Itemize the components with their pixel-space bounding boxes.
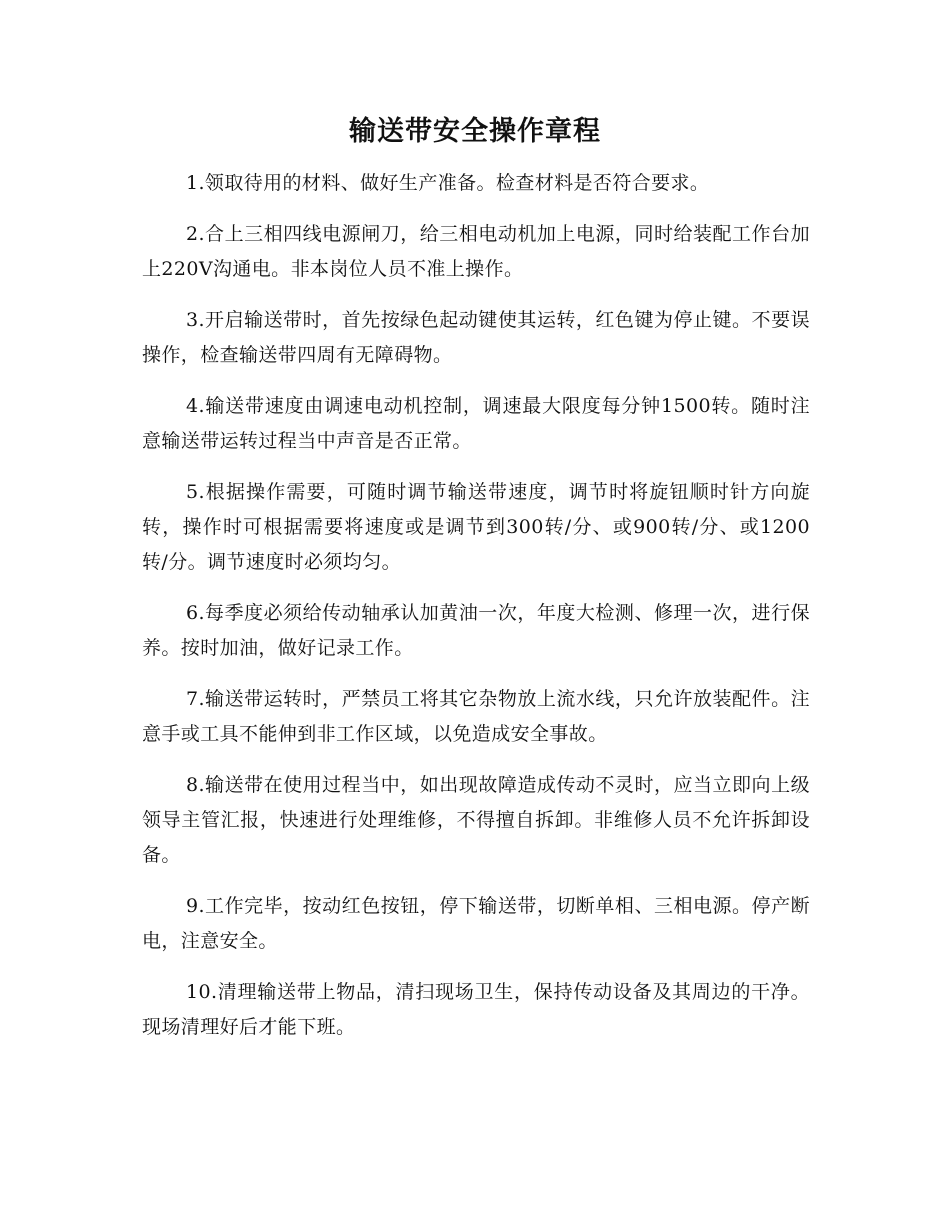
paragraph-3: 3.开启输送带时，首先按绿色起动键使其运转，红色键为停止键。不要误操作，检查输送带四周有无障碍物。	[142, 309, 810, 366]
paragraph-5: 5.根据操作需要，可随时调节输送带速度，调节时将旋钮顺时针方向旋转，操作时可根据需要将速度或是调节到300转/分、或900转/分、或1200转/分。调节速度时必须均匀。	[142, 481, 810, 573]
paragraph-2: 2.合上三相四线电源闸刀，给三相电动机加上电源，同时给装配工作台加上220V沟通电。非本岗位人员不准上操作。	[142, 223, 810, 280]
paragraph-8: 8.输送带在使用过程当中，如出现故障造成传动不灵时，应当立即向上级领导主管汇报，快速进行处理维修，不得擅自拆卸。非维修人员不允许拆卸设备。	[142, 774, 810, 866]
paragraph-7: 7.输送带运转时，严禁员工将其它杂物放上流水线，只允许放装配件。注意手或工具不能伸到非工作区域，以免造成安全事故。	[142, 688, 810, 745]
paragraph-1: 1.领取待用的材料、做好生产准备。检查材料是否符合要求。	[186, 172, 710, 194]
document-title: 输送带安全操作章程	[349, 116, 601, 147]
paragraph-9: 9.工作完毕，按动红色按钮，停下输送带，切断单相、三相电源。停产断电，注意安全。	[142, 895, 810, 952]
paragraph-6: 6.每季度必须给传动轴承认加黄油一次，年度大检测、修理一次，进行保养。按时加油，做好记录工作。	[142, 602, 810, 659]
document-body	[142, 166, 810, 1061]
paragraph-10: 10.清理输送带上物品，清扫现场卫生，保持传动设备及其周边的干净。现场清理好后才能下班。	[142, 981, 810, 1038]
paragraph-4: 4.输送带速度由调速电动机控制，调速最大限度每分钟1500转。随时注意输送带运转过程当中声音是否正常。	[142, 395, 810, 452]
